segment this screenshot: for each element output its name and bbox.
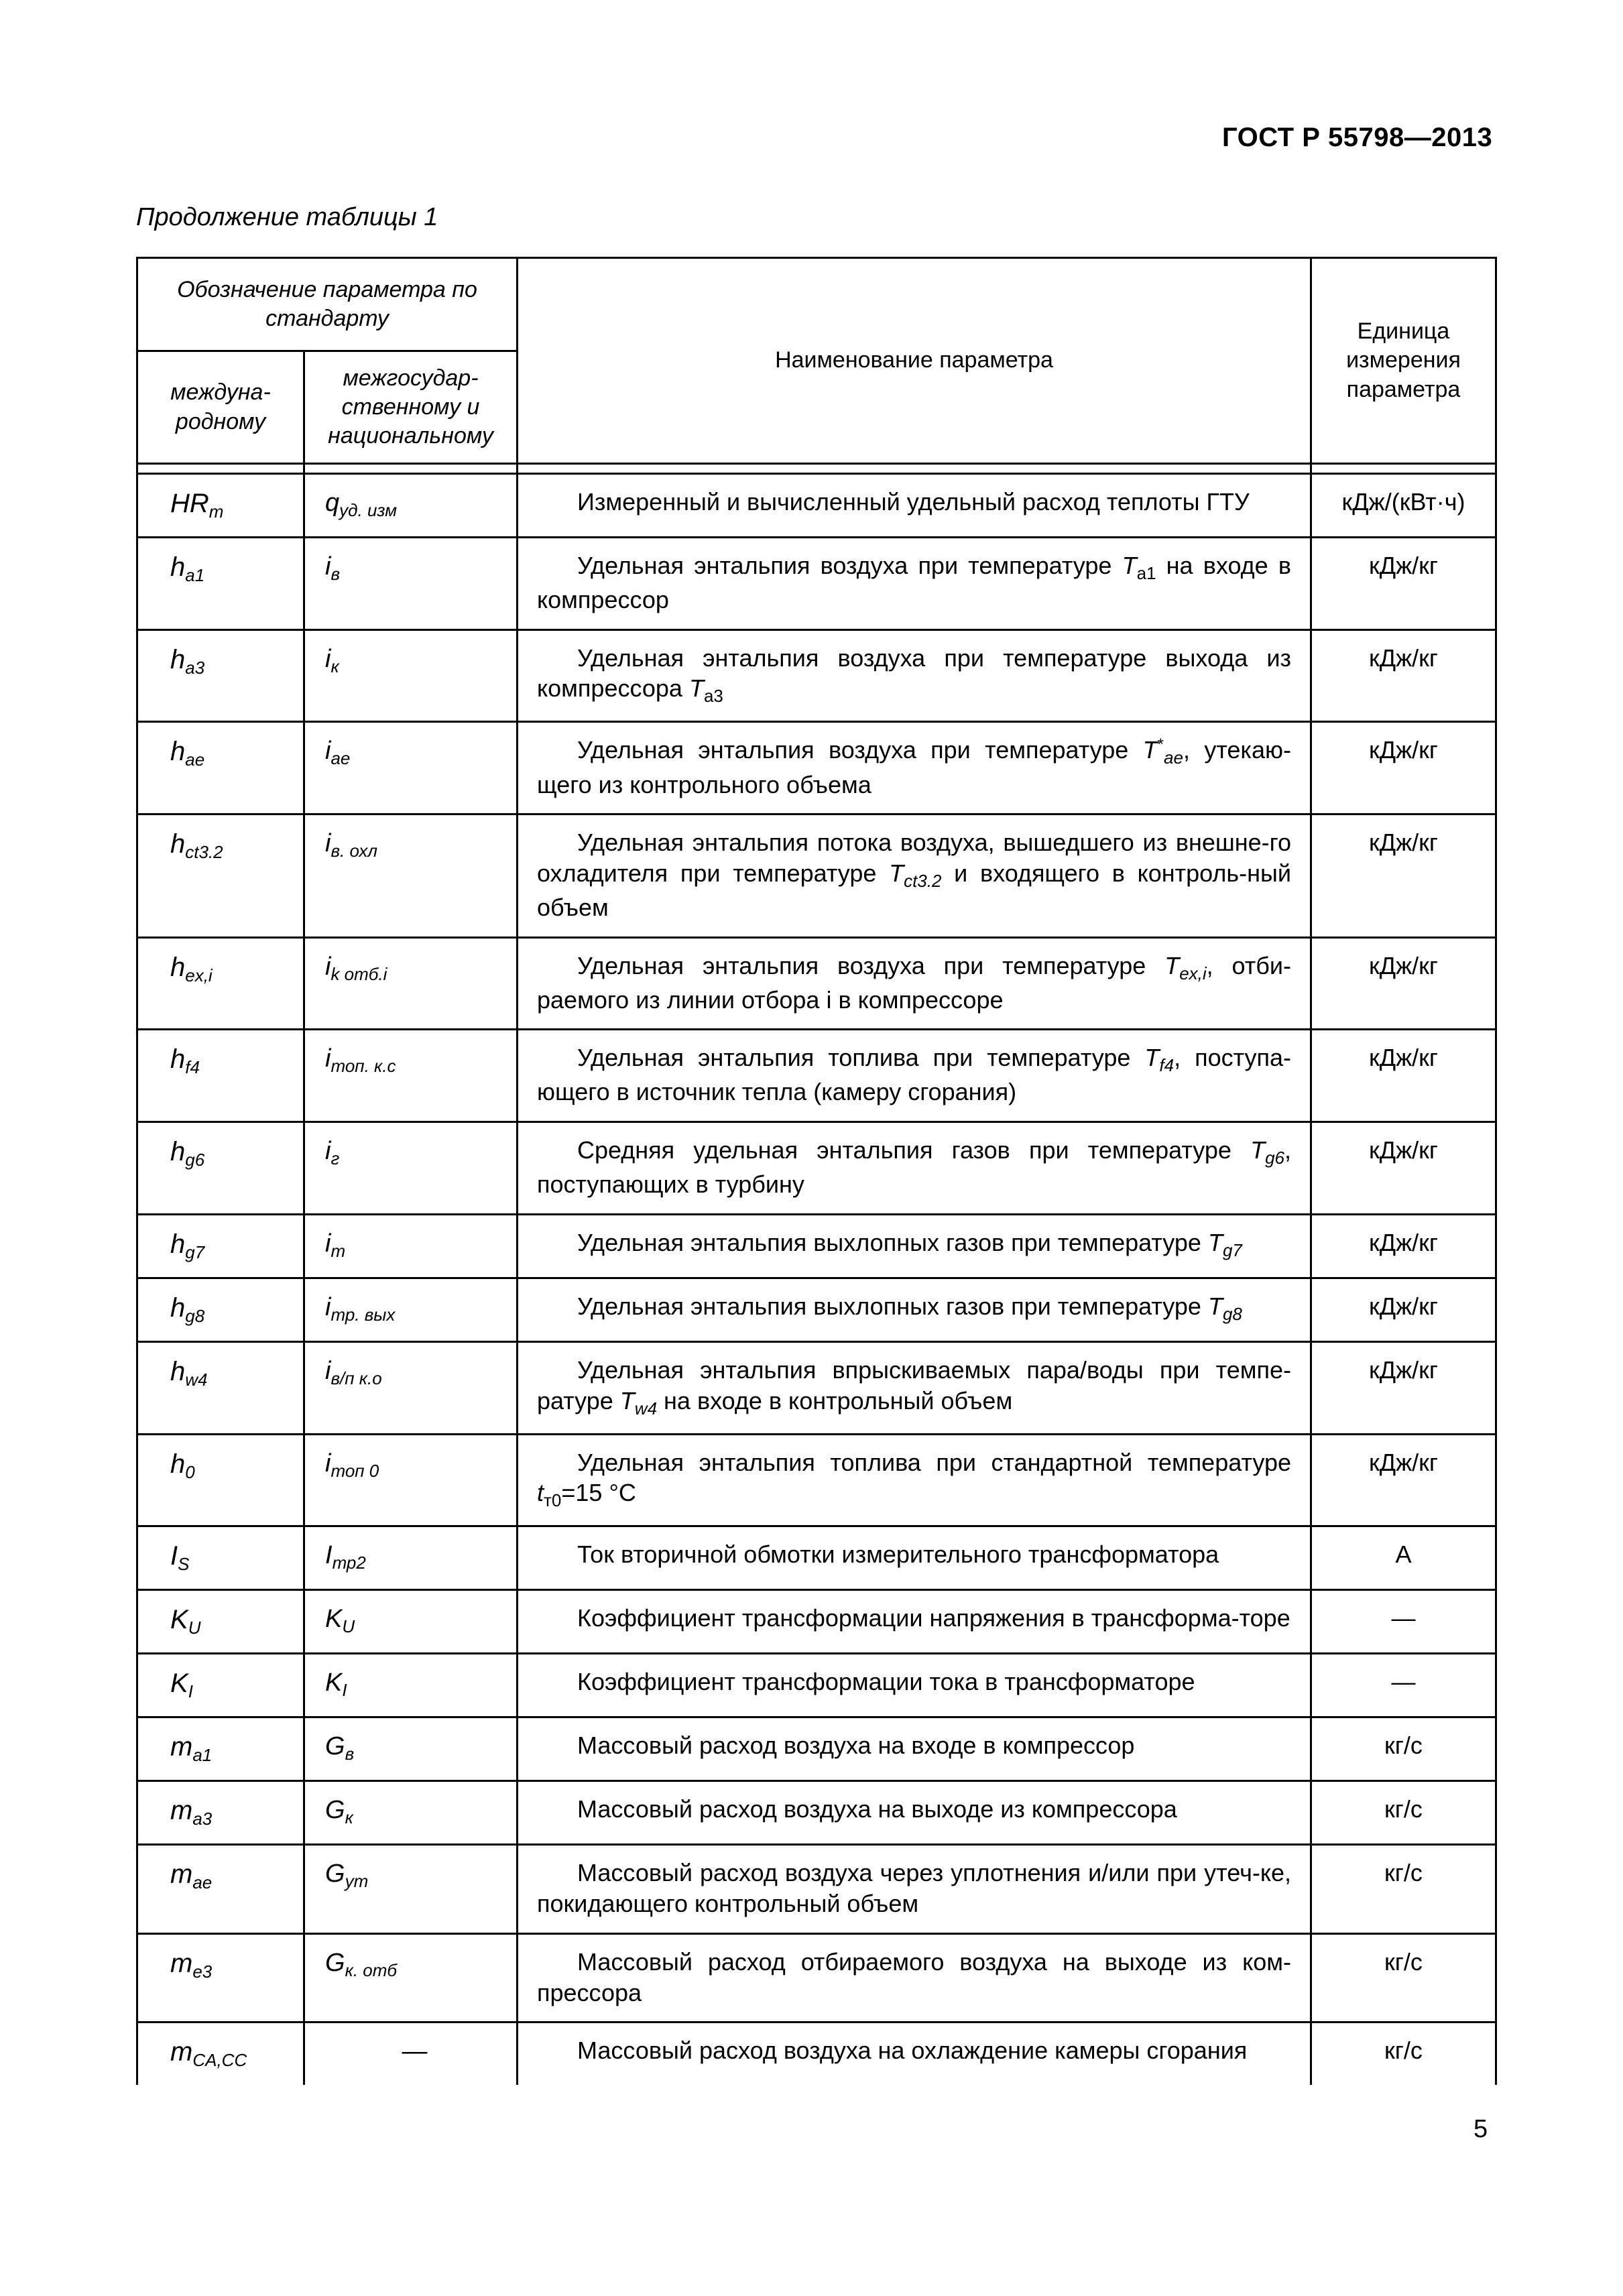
symbol-base: h [170,952,186,982]
symbol-base: i [325,1449,331,1477]
name-tail: на входе в контрольный объем [657,1386,1013,1414]
dash-mark: — [402,2037,428,2066]
table-row [137,1781,1496,1845]
symbol-subscript: a3 [192,1809,213,1829]
name-symbol: T [1250,1136,1266,1164]
name-text: Массовый расход отбираемого воздуха на выходе из ком-прессора [537,1947,1291,2006]
parameter-name [518,1590,1311,1654]
header-separator-row [137,464,1496,474]
symbol-subscript: CA,CC [192,2050,247,2071]
international-symbol [137,1278,304,1341]
national-symbol [304,1845,518,1933]
national-symbol [304,538,518,630]
table-row [137,1434,1496,1526]
symbol-base: I [170,1541,178,1571]
symbol-subscript: ут [345,1871,369,1892]
name-subscript: ct3.2 [904,870,942,891]
symbol-subscript: g6 [185,1150,205,1170]
name-text: Массовый расход воздуха на выходе из компрессора [577,1795,1177,1823]
symbol-base: K [325,1605,343,1634]
unit-cell: кДж/кг [1311,629,1496,722]
name-tail: , отби-раемого из линии отбора i в компрессоре [537,951,1291,1014]
symbol-base: i [325,829,331,858]
symbol-base: i [325,1229,331,1258]
header-parameter-name: Наименование параметра [518,258,1311,464]
international-symbol [137,1717,304,1781]
name-subscript: g8 [1222,1303,1242,1324]
national-symbol [304,1654,518,1717]
table-header [137,258,1496,464]
symbol-subscript: g7 [185,1242,205,1262]
header-international: междуна-родному [137,351,304,464]
symbol-base: h [170,644,186,674]
symbol-subscript: I [342,1680,347,1701]
name-symbol: T [1207,1228,1223,1256]
parameter-name [518,1933,1311,2022]
symbol-base: h [170,1356,186,1386]
name-subscript: g7 [1222,1240,1242,1260]
table-body [137,464,1496,2086]
header-designation-group: Обозначение параметра по стандарту [137,258,518,351]
table-row [137,1341,1496,1434]
international-symbol [137,629,304,722]
international-symbol [137,1933,304,2022]
symbol-subscript: в [345,1744,355,1764]
name-text: Удельная энтальпия впрыскиваемых пара/воды при темпе-ратуре [537,1355,1291,1414]
symbol-subscript: к [330,656,339,676]
international-symbol [137,937,304,1030]
international-symbol [137,814,304,937]
national-symbol [304,722,518,814]
table-row [137,1717,1496,1781]
unit-cell: кДж/кг [1311,1214,1496,1278]
symbol-subscript: уд. изм [339,500,398,520]
symbol-subscript: ct3.2 [185,842,223,863]
unit-cell: кг/с [1311,1933,1496,2022]
parameter-name [518,1781,1311,1845]
name-text: Удельная энтальпия воздуха при температуре [577,552,1122,580]
symbol-subscript: в [330,564,341,585]
name-text: Удельная энтальпия воздуха при температуре выхода из компрессора [537,644,1291,703]
name-symbol: T [688,674,704,703]
symbol-subscript: в. охл [330,841,378,861]
symbol-base: i [325,1044,331,1073]
international-symbol [137,2022,304,2086]
national-symbol [304,1341,518,1434]
parameter-name [518,2022,1311,2086]
name-symbol: T [1164,951,1180,979]
parameter-name [518,1278,1311,1341]
table-row [137,937,1496,1030]
symbol-base: i [325,1137,331,1166]
unit-cell: кДж/кг [1311,1122,1496,1215]
name-tail: , утекаю-щего из контрольного объема [537,736,1291,798]
table-row [137,1526,1496,1590]
national-symbol [304,1933,518,2022]
symbol-base: I [325,1541,333,1570]
symbol-base: i [325,552,331,581]
symbol-base: m [170,1860,193,1890]
symbol-subscript: U [342,1616,355,1637]
name-subscript: a3 [703,686,723,707]
symbol-subscript: в/п к.о [330,1368,382,1388]
name-subscript: ex,i [1179,963,1207,983]
symbol-subscript: ae [192,1872,213,1893]
international-symbol [137,1030,304,1122]
name-subscript: a1 [1136,563,1156,584]
name-text: Измеренный и вычисленный удельный расход теплоты ГТУ [577,488,1250,516]
symbol-base: m [170,1948,193,1978]
unit-cell: кДж/кг [1311,538,1496,630]
unit-cell: кДж/кг [1311,1434,1496,1526]
symbol-base: h [170,552,186,583]
header-unit: Единица измерения параметра [1311,258,1496,464]
symbol-base: m [170,2037,193,2067]
symbol-base: G [325,1732,345,1761]
symbol-base: K [325,1669,343,1697]
symbol-subscript: U [188,1618,201,1638]
national-symbol [304,1214,518,1278]
international-symbol [137,1526,304,1590]
unit-cell: А [1311,1526,1496,1590]
name-symbol: T [889,859,904,887]
name-text: Удельная энтальпия потока воздуха, вышедшего из внешне-го охладителя при температуре [537,829,1291,887]
symbol-base: i [325,1356,331,1385]
symbol-subscript: m [330,1240,346,1261]
symbol-base: G [325,1796,345,1825]
symbol-base: G [325,1860,345,1888]
symbol-subscript: ae [185,749,205,770]
parameter-name [518,1526,1311,1590]
table-row [137,1590,1496,1654]
symbol-base: G [325,1948,345,1977]
table-row [137,1214,1496,1278]
table-row [137,538,1496,630]
unit-cell: кДж/кг [1311,937,1496,1030]
national-symbol [304,937,518,1030]
name-text: Коэффициент трансформации напряжения в трансформа-торе [577,1604,1290,1632]
unit-cell: кДж/кг [1311,1030,1496,1122]
parameter-name [518,937,1311,1030]
symbol-base: h [170,1292,186,1323]
international-symbol [137,1122,304,1215]
parameter-name [518,1434,1311,1526]
name-symbol: T [1142,736,1158,764]
table-row [137,1122,1496,1215]
unit-cell: кг/с [1311,1845,1496,1933]
symbol-base: m [170,1732,193,1762]
national-symbol [304,2022,518,2086]
national-symbol [304,1030,518,1122]
national-symbol [304,1122,518,1215]
name-symbol: t [537,1479,544,1507]
symbol-subscript: I [188,1681,193,1702]
name-subscript: т0 [544,1490,562,1511]
symbol-base: i [325,952,331,981]
symbol-subscript: тр2 [332,1553,366,1573]
national-symbol [304,1278,518,1341]
symbol-subscript: a3 [185,657,205,678]
symbol-subscript: ae [330,748,351,769]
table-caption: Продолжение таблицы 1 [136,203,438,231]
table-row [137,1030,1496,1122]
unit-cell: кДж/кг [1311,722,1496,814]
symbol-base: q [325,489,340,517]
parameter-name [518,1214,1311,1278]
symbol-subscript: f4 [185,1057,200,1078]
international-symbol [137,1654,304,1717]
parameter-name [518,722,1311,814]
parameter-name [518,814,1311,937]
name-subscript: f4 [1159,1055,1175,1076]
name-symbol: T [619,1386,635,1414]
symbol-subscript: ex,i [185,965,213,985]
page-number: 5 [1474,2115,1488,2143]
international-symbol [137,722,304,814]
symbol-base: h [170,1229,186,1259]
parameter-name [518,1030,1311,1122]
symbol-subscript: a1 [192,1745,213,1766]
name-text: Удельная энтальпия воздуха при температуре [577,736,1143,764]
symbol-base: h [170,829,186,859]
symbol-base: h [170,1137,186,1167]
parameter-name [518,1122,1311,1215]
name-subscript: w4 [634,1398,658,1418]
table-row [137,814,1496,937]
parameter-name [518,474,1311,538]
international-symbol [137,1341,304,1434]
name-tail: =15 °С [561,1479,636,1507]
national-symbol [304,1781,518,1845]
name-text: Массовый расход воздуха на входе в компрессор [577,1732,1135,1760]
name-tail: , поступа-ющего в источник тепла (камеру сгорания) [537,1044,1291,1106]
symbol-subscript: S [178,1554,190,1575]
symbol-subscript: a1 [185,565,205,586]
table-row [137,2022,1496,2086]
unit-cell: кг/с [1311,1717,1496,1781]
header-national: межгосудар-ственному и национальному [304,351,518,464]
national-symbol [304,814,518,937]
symbol-base: h [170,1449,186,1479]
parameter-name [518,538,1311,630]
parameter-name [518,1717,1311,1781]
unit-cell: кг/с [1311,1781,1496,1845]
name-text: Удельная энтальпия выхлопных газов при температуре [577,1292,1208,1320]
name-subscript: g6 [1265,1148,1284,1168]
symbol-subscript: топ. к.с [330,1056,396,1077]
symbol-base: K [170,1605,188,1635]
name-text: Удельная энтальпия воздуха при температуре [577,951,1165,979]
international-symbol [137,1845,304,1933]
document-code: ГОСТ Р 55798—2013 [1222,123,1493,152]
symbol-base: h [170,1044,186,1075]
international-symbol [137,1214,304,1278]
international-symbol [137,538,304,630]
national-symbol [304,474,518,538]
unit-cell: кДж/(кВт·ч) [1311,474,1496,538]
name-superscript: * [1157,735,1164,754]
name-tail: , поступающих в турбину [537,1136,1291,1199]
national-symbol [304,1590,518,1654]
symbol-subscript: к. отб [345,1959,398,1980]
symbol-base: h [170,737,186,767]
unit-cell: — [1311,1590,1496,1654]
symbol-subscript: к [345,1807,353,1828]
symbol-base: i [325,644,331,673]
table-row [137,1278,1496,1341]
symbol-subscript: g8 [185,1305,205,1326]
table-row [137,722,1496,814]
symbol-subscript: m [208,501,224,522]
national-symbol [304,1526,518,1590]
international-symbol [137,1434,304,1526]
name-text: Удельная энтальпия топлива при стандартной температуре [577,1448,1291,1476]
unit-cell: — [1311,1654,1496,1717]
unit-cell: кг/с [1311,2022,1496,2086]
symbol-base: HR [170,489,209,518]
symbol-base: i [325,1292,331,1321]
name-symbol: T [1144,1044,1160,1072]
name-text: Удельная энтальпия топлива при температуре [577,1044,1145,1072]
symbol-subscript: топ 0 [330,1460,379,1481]
symbol-subscript: w4 [185,1369,208,1390]
table-row [137,474,1496,538]
name-text: Массовый расход воздуха через уплотнения и/или при утеч-ке, покидающего контрольный объем [537,1859,1291,1918]
table-row [137,1933,1496,2022]
parameter-name [518,629,1311,722]
name-tail: и входящего в контроль-ный объем [537,859,1291,921]
symbol-subscript: г [330,1148,340,1169]
parameter-name [518,1341,1311,1434]
unit-cell: кДж/кг [1311,1341,1496,1434]
parameters-table [136,257,1497,2085]
international-symbol [137,474,304,538]
symbol-subscript: e3 [192,1961,213,1982]
unit-cell: кДж/кг [1311,814,1496,937]
name-text: Ток вторичной обмотки измерительного трансформатора [577,1540,1219,1569]
symbol-subscript: 0 [185,1461,195,1482]
unit-cell: кДж/кг [1311,1278,1496,1341]
name-text: Удельная энтальпия выхлопных газов при температуре [577,1228,1208,1256]
parameter-name [518,1654,1311,1717]
name-text: Коэффициент трансформации тока в трансформаторе [577,1668,1195,1696]
symbol-subscript: k отб.i [330,963,387,984]
table-row [137,1845,1496,1933]
name-symbol: T [1207,1292,1223,1320]
name-symbol: T [1122,552,1137,580]
table-row [137,1654,1496,1717]
name-text: Массовый расход воздуха на охлаждение камеры сгорания [577,2037,1248,2065]
symbol-base: i [325,737,331,766]
symbol-subscript: тр. вых [330,1304,396,1325]
national-symbol [304,1717,518,1781]
table-row [137,629,1496,722]
national-symbol [304,629,518,722]
symbol-base: K [170,1669,188,1699]
name-text: Средняя удельная энтальпия газов при температуре [577,1136,1251,1164]
national-symbol [304,1434,518,1526]
symbol-base: m [170,1796,193,1826]
international-symbol [137,1781,304,1845]
name-subscript: ae [1164,747,1183,768]
name-tail: на входе в компрессор [537,552,1291,614]
parameter-name [518,1845,1311,1933]
international-symbol [137,1590,304,1654]
